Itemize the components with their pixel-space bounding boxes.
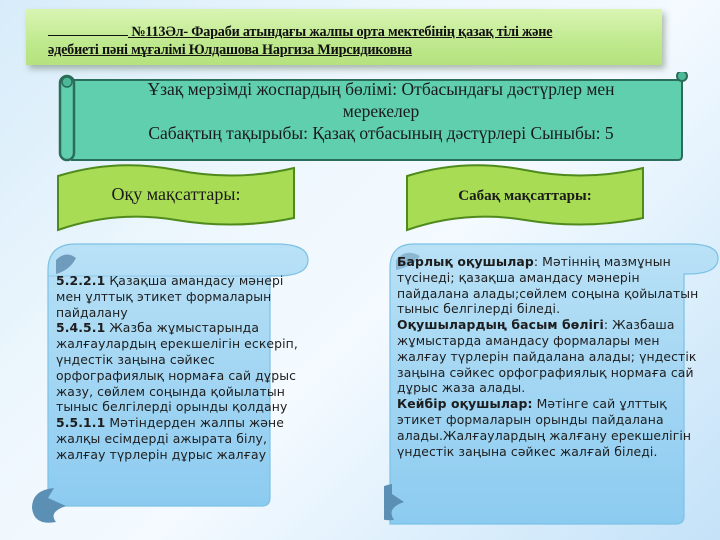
long-term-plan-section: Ұзақ мерзімді жоспардың бөлімі: Отбасындағы дәстүрлер мен: [147, 79, 615, 99]
lesson-objectives-text: [397, 254, 702, 459]
student-group-label: Оқушылардың басым бөлігі: [397, 317, 604, 333]
header-underline-lead: [48, 23, 128, 36]
objective-tail: жалғау түрлерін дұрыс жалғау: [56, 446, 267, 462]
learning-objectives-text: [56, 273, 306, 463]
objective-code: 5.4.5.1: [56, 320, 106, 336]
lesson-objectives-panel: [384, 240, 720, 530]
lesson-objectives-banner: [405, 164, 645, 228]
objective-text: Қазақша амандасу мәнері мен ұлттық этикет формаларын пайдалану: [56, 273, 284, 320]
author-header-box: [26, 9, 662, 65]
objective-text: Жазба жұмыстарында жалғаулардың ерекшелігін ескеріп, үндестік заңына сәйкес орфографиялық нормаға сай дұрыс жазу, сөйлем соңында қойылатын тыныс белгілерді орынды қолдану: [56, 320, 298, 415]
student-group-label: Барлық оқушылар: [397, 254, 534, 269]
student-group-text: Мәтінге сай ұлттық этикет формаларын орынды пайдалана алады.Жалғаулардың жалғану ерекшелігін үндестік заңына сәйкес жалғай біледі.: [397, 396, 692, 459]
header-line-2: әдебиеті пәні мұғалімі Юлдашова Наргиза Мирсидиковна: [48, 42, 412, 58]
student-group-text: : Мәтіннің мазмұнын түсінеді; қазақша амандасу мәнерін пайдалана алады;сөйлем соңына қойылатын тыныс белгілерді біледі.: [397, 254, 699, 317]
objective-code: 5.5.1.1: [56, 415, 106, 431]
student-group-text: : Жазбаша жұмыстарда амандасу формалары мен жалғау түрлерін пайдалана алады; үндестік заңына сәйкес орфографиялық нормаға сай дұрыс жаза алады.: [397, 317, 697, 396]
lesson-objectives-title: Сабақ мақсаттары:: [458, 188, 592, 204]
learning-objectives-panel: [26, 240, 312, 530]
learning-objectives-title: Оқу мақсаттары:: [111, 184, 241, 204]
long-term-plan-section-cont: мерекелер: [342, 101, 420, 121]
topic-scroll: [58, 72, 686, 162]
topic-scroll-text: [76, 78, 686, 144]
objective-code: 5.2.2.1: [56, 273, 106, 288]
objective-text: Мәтіндерден жалпы және жалқы есімдерді ажырата білу,: [56, 415, 284, 446]
header-line-1: №113Әл- Фараби атындағы жалпы орта мектебінің қазақ тілі және: [131, 24, 553, 40]
author-header-text: [48, 23, 658, 59]
student-group-label: Кейбір оқушылар:: [397, 396, 533, 412]
learning-objectives-banner: [56, 164, 296, 228]
lesson-topic-and-grade: Сабақтың тақырыбы: Қазақ отбасының дәстүрлері Сыныбы: 5: [148, 123, 614, 143]
